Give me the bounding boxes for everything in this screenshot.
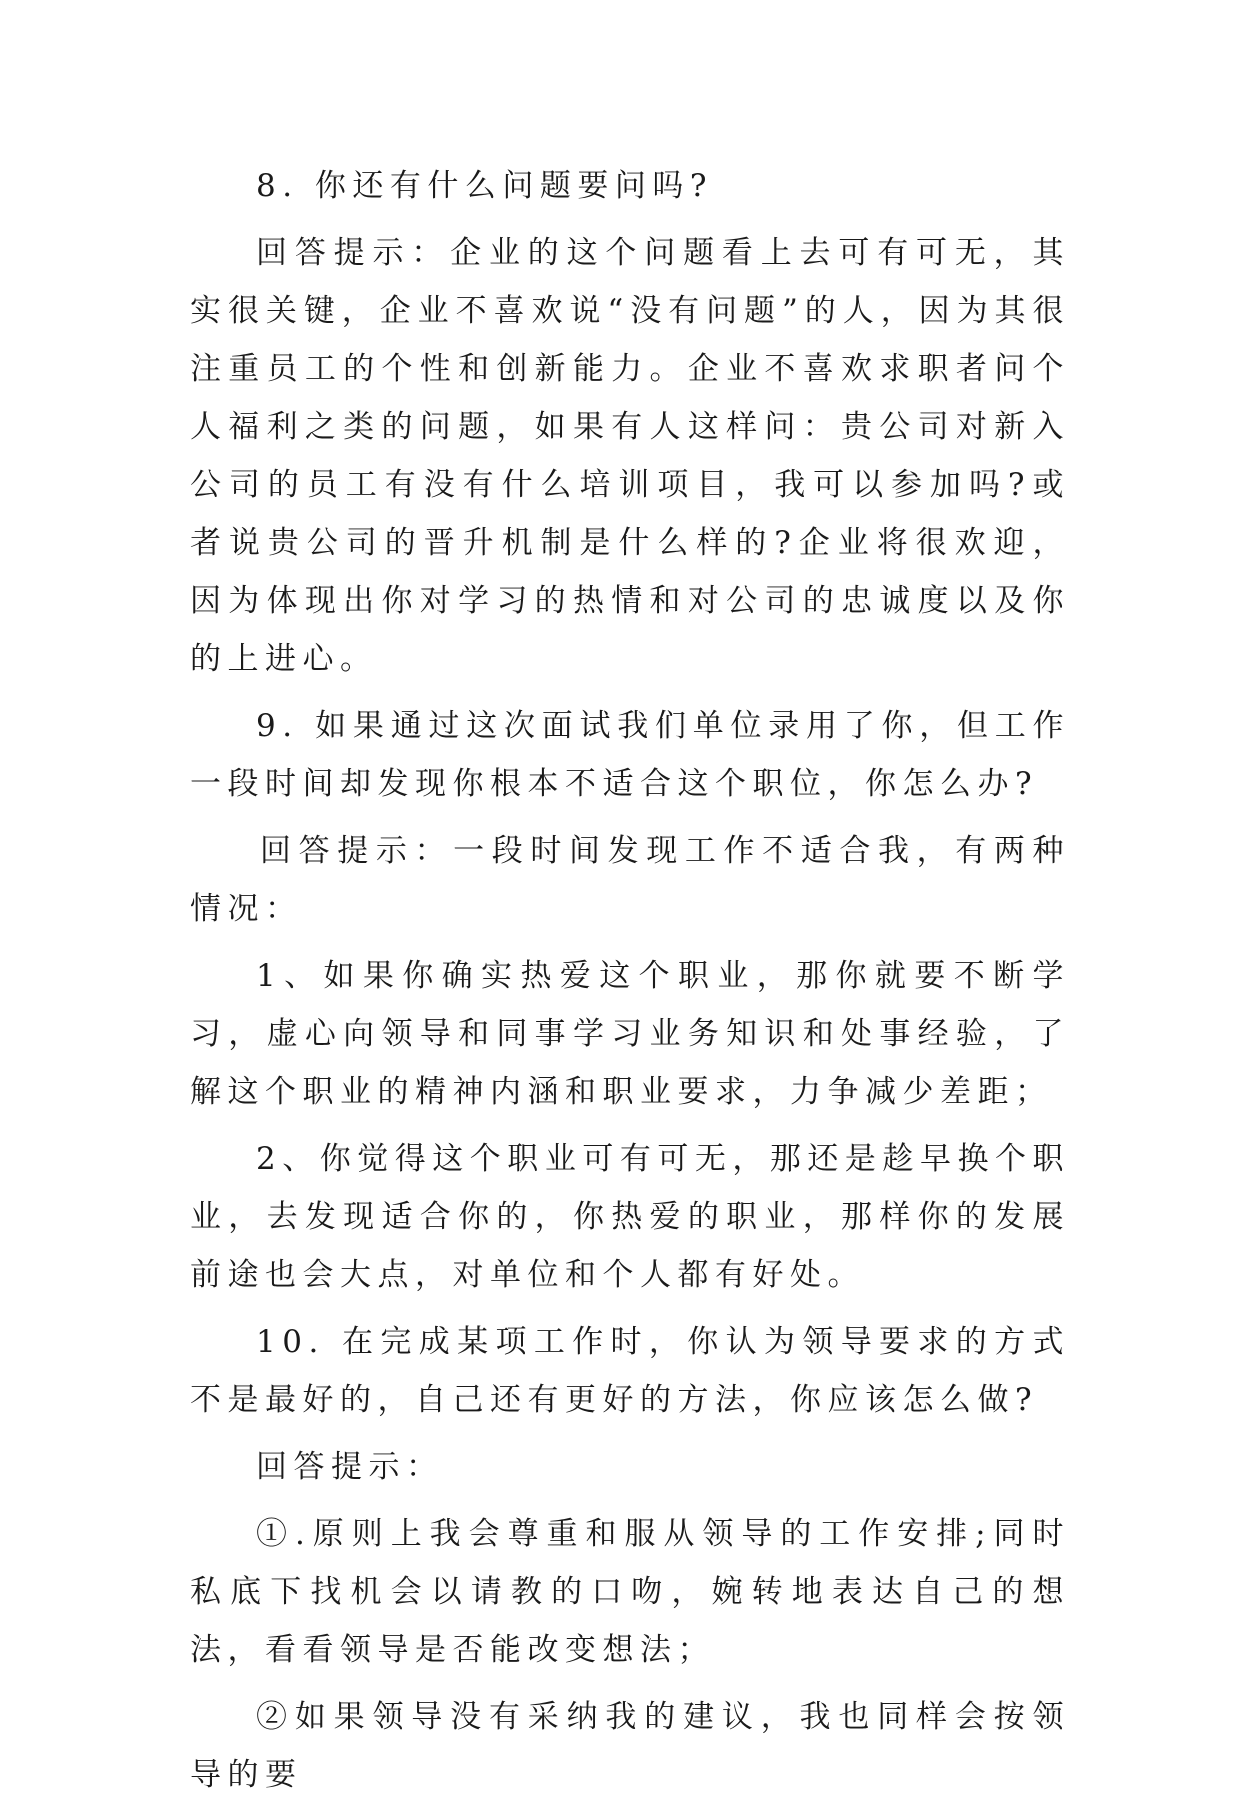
document-body	[190, 157, 1070, 1813]
answer-10-point-1: ①.原则上我会尊重和服从领导的工作安排;同时私底下找机会以请教的口吻，婉转地表达自己的想法，看看领导是否能改变想法；	[190, 1516, 1070, 1668]
answer-10-point-2: ②如果领导没有采纳我的建议，我也同样会按领导的要	[190, 1699, 1070, 1793]
answer-9-point-1: 1、如果你确实热爱这个职业，那你就要不断学习，虚心向领导和同事学习业务知识和处事经验，了解这个职业的精神内涵和职业要求，力争减少差距；	[190, 958, 1070, 1110]
answer-hint-10: 回答提示：	[256, 1449, 444, 1485]
question-10: 10. 在完成某项工作时，你认为领导要求的方式不是最好的，自己还有更好的方法，你应该怎么做?	[190, 1324, 1070, 1418]
question-8: 8. 你还有什么问题要问吗?	[256, 168, 714, 204]
question-9: 9. 如果通过这次面试我们单位录用了你，但工作一段时间却发现你根本不适合这个职位，你怎么办?	[190, 708, 1070, 802]
answer-hint-8: 回答提示：企业的这个问题看上去可有可无，其实很关键，企业不喜欢说“没有问题”的人，因为其很注重员工的个性和创新能力。企业不喜欢求职者问个人福利之类的问题，如果有人这样问：贵公司对新入公司的员工有没有什么培训项目，我可以参加吗?或者说贵公司的晋升机制是什么样的?企业将很欢迎，因为体现出你对学习的热情和对公司的忠诚度以及你的上进心。	[190, 235, 1070, 677]
answer-hint-9: 回答提示：一段时间发现工作不适合我，有两种情况：	[190, 833, 1070, 927]
answer-9-point-2: 2、你觉得这个职业可有可无，那还是趁早换个职业，去发现适合你的，你热爱的职业，那样你的发展前途也会大点，对单位和个人都有好处。	[190, 1141, 1070, 1293]
